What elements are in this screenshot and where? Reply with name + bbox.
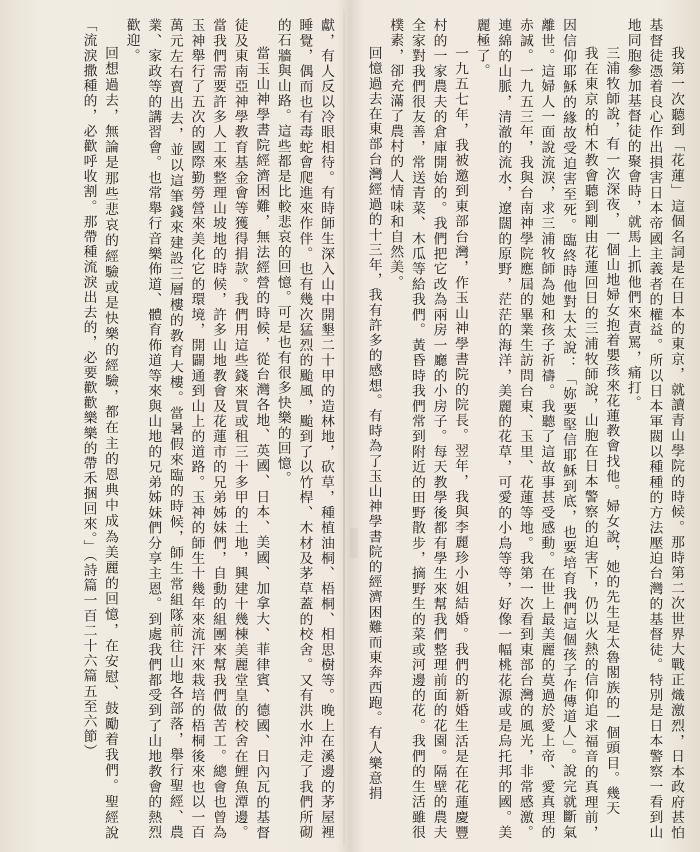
right-paragraph-3: 我在東京的柏木教會聽到剛由花蓮回日的三浦牧師說，山胞在日本警察的迫害下，仍以火熱的信仰追求福音的真理前，因信仰耶穌的緣故受迫害至死。臨終時他對太太說：「妳要堅信耶穌到底，也要培育我們這個孩子作傳道人」。說完就斷氣離世。這婦人一面說流淚，求三浦牧師為她和孩子祈禱。我聽了這故事甚受感動。在世上最美麗的莫過於愛上帝、愛真理的赤誠。一九五三年，我與台南神學院應屆的畢業生訪問台東、玉里、花蓮等地。我第一次看到東部台灣的風光，非常感激。連綿的山脈，清澈的流水，遼闊的原野，茫茫的海洋，美麗的花草，可愛的小鳥等等，好像一幅桃花源或是烏托邦的國。美麗極了。 — [473, 18, 598, 840]
book-gutter — [343, 10, 345, 846]
left-paragraph-2: 當玉山神學書院經濟困難，無法經營的時候，從台灣各地、英國、日本、美國、加拿大、菲律賓、德國、日內瓦的基督徒及東南亞神學教育基金會等獲得捐款。我們用這些錢來買或租三十多甲的土地，興建十幾棟美麗堂皇的校舍在鯉魚潭邊。當我們需要許多人工來整理山坡地的時候，許多山地教會及花蓮市的兄弟姊妹們，自動的組團來幫我們做苦工。總會也曾為玉神舉行了五次的國際勤勞營來美化它的環境，開闢通到山上的道路。玉神的師生十幾年來流汗來栽培的梧桐後來也以一百萬元左右賣出去，並以這筆錢來建設三層樓的教育大樓。當暑假來臨的時候，師生常組隊前往山地各部落，舉行聖經、農業、家政等的講習會。也常舉行音樂佈道、體育佈道等來與山地的兄弟姊妹們分享主恩。到處我們都受到了山地教會的熱烈歡迎。 — [123, 18, 270, 840]
right-page — [356, 18, 686, 840]
left-page — [14, 18, 336, 840]
right-paragraph-2: 三浦牧師說，有一次深夜，一個山地婦女抱着嬰孩來花蓮教會找他。婦女說，她的先生是太魯閣族的一個頭目。幾天 — [603, 45, 620, 816]
page-shadow-band — [350, 528, 358, 558]
right-paragraph-1: 我第一次聽到「花蓮」這個名詞是在日本的東京，就讀青山學院的時候。那時第二次世界大戰正熾激烈，日本政府甚怕基督徒憑着良心作出損害日本帝國主義者的權益。所以日本軍閥以種種的方法壓迫台灣的基督徒。特別是日本警察一看到山地同胞參加基督徒的聚會時，就馬上抓他們來責罵，痛打。 — [624, 18, 684, 840]
left-paragraph-1: 獻，有人反以冷眼相待。有時師生深入山中開墾二十甲的造林地，砍草，種植油桐、梧桐、相思樹等。晚上在溪邊的茅屋裡睡覺，偶而也有毒蛇會爬進來作伴。也有幾次猛烈的颱風，颱到了以竹桿、木材及茅草蓋的校舍。又有洪水沖走了我們所砌的石牆與山路。這些都是比較悲哀的回憶。可是也有很多快樂的回憶。 — [274, 18, 334, 840]
left-paragraph-3: 回想過去，無論是那些悲哀的經驗或是快樂的經驗，都在主的恩典中成為美麗的回憶，在安慰、鼓勵着我們。聖經說「流淚撒種的，必歡呼收割。那帶種流淚出去的，必要歡歡樂樂的帶禾捆回來。」（詩篇一百二十六篇五至六節） — [80, 18, 119, 840]
right-paragraph-4: 一九五七年，我被邀到東部台灣，作玉山神學書院的院長。翌年，我與李麗珍小姐結婚。我們的新婚生活是在花蓮慶豐村的一家農夫的倉庫開始的。我們把它改為兩房一廳的小房子。每天教學後都有學生來幫我們整理前面的花園。隔壁的農夫全家對我們很友善，常送青菜、木瓜等給我們。黃昏時我們常到附近的田野散步，摘野生的菜或河邊的花。我們的生活雖很樸素，卻充滿了農村的人情味和自然美。 — [387, 18, 469, 840]
right-paragraph-5: 回憶過去在東部台灣經過的十三年，我有許多的感想。有時為了玉山神學書院的經濟困難而東奔西跑。有人樂意捐 — [365, 45, 382, 801]
